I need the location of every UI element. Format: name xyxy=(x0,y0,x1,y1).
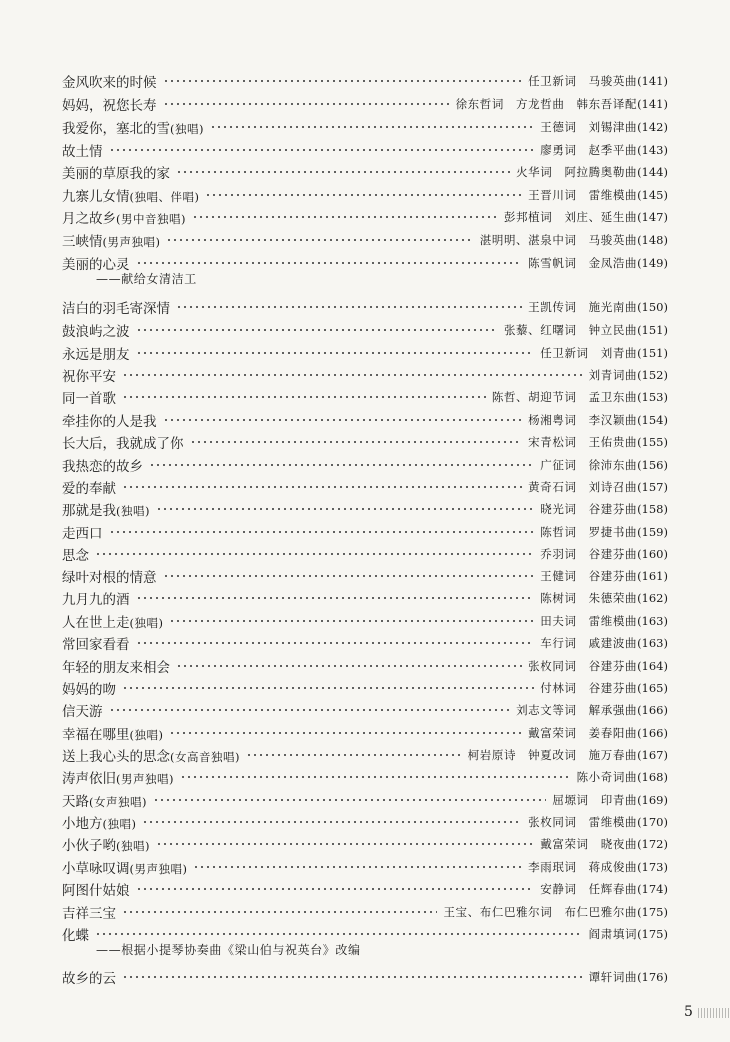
song-title-text: 吉祥三宝 xyxy=(62,906,116,922)
song-title xyxy=(62,678,116,698)
song-credits: 陈树词 朱德荣曲 xyxy=(540,591,638,605)
song-title-text: 常回家看看 xyxy=(62,637,130,653)
song-credits: 黄奇石词 刘诗召曲 xyxy=(528,480,638,494)
song-title-text: 美丽的心灵 xyxy=(62,257,130,273)
song-title-text: 阿图什姑娘 xyxy=(62,883,130,899)
song-title xyxy=(62,207,186,227)
page-ref: (157) xyxy=(637,480,668,494)
toc-entry xyxy=(62,139,668,161)
song-credits: 柯岩原诗 钟夏改词 施万春曲 xyxy=(467,748,638,762)
dot-leader xyxy=(109,531,535,533)
song-title-text: 我热恋的故乡 xyxy=(62,459,143,475)
performance-note: (女声独唱) xyxy=(89,795,147,809)
song-credits: 刘志文等词 解承强曲 xyxy=(516,703,638,717)
page-ref: (175) xyxy=(637,905,668,919)
song-title xyxy=(62,767,174,787)
toc-entry xyxy=(62,677,668,699)
dot-leader xyxy=(169,620,534,622)
song-credits: 王宝、布仁巴雅尔词 布仁巴雅尔曲 xyxy=(443,905,638,919)
song-title-text: 走西口 xyxy=(62,526,103,542)
page-ref: (160) xyxy=(637,547,668,561)
song-title-text: 天路 xyxy=(62,794,89,810)
song-title-text: 九寨儿女情 xyxy=(62,189,130,205)
toc-entry xyxy=(62,342,668,364)
song-credits: 安静词 任辉春曲 xyxy=(540,882,638,896)
page-ref: (141) xyxy=(637,74,668,88)
toc-entry xyxy=(62,789,668,811)
dot-leader xyxy=(95,933,583,935)
page-ref: (168) xyxy=(637,770,668,784)
song-credits: 刘青词曲 xyxy=(588,368,638,382)
song-title-text: 涛声依旧 xyxy=(62,771,116,787)
song-credits: 任卫新词 刘青曲 xyxy=(540,346,638,360)
dot-leader xyxy=(176,306,522,308)
page-ref: (156) xyxy=(637,458,668,472)
song-title xyxy=(62,230,160,250)
page-ref: (144) xyxy=(637,165,668,179)
song-title-text: 小伙子哟 xyxy=(62,838,116,854)
song-title-text: 祝你平安 xyxy=(62,369,116,385)
performance-note: (男声独唱) xyxy=(116,772,174,786)
page-ref: (148) xyxy=(637,233,668,247)
toc-entry xyxy=(62,833,668,855)
song-title xyxy=(62,812,136,832)
performance-note: (男中音独唱) xyxy=(116,212,186,226)
song-credits: 乔羽词 谷建芬曲 xyxy=(540,547,638,561)
dedication-note: ——根据小提琴协奏曲《梁山伯与祝英台》改编 xyxy=(96,943,361,957)
song-title-text: 故土情 xyxy=(62,144,103,160)
song-credits: 阎肃填词 xyxy=(588,927,638,941)
toc-entry xyxy=(62,161,668,183)
page-ref: (170) xyxy=(637,815,668,829)
song-title-text: 信天游 xyxy=(62,704,103,720)
page-ref: (169) xyxy=(637,793,668,807)
page-ref: (142) xyxy=(637,120,668,134)
song-credits: 宋青松词 王佑贵曲 xyxy=(528,435,638,449)
song-title xyxy=(62,723,163,743)
song-credits: 王晋川词 雷维模曲 xyxy=(528,188,638,202)
song-credits: 张枚同词 雷维模曲 xyxy=(528,815,638,829)
page-ref: (166) xyxy=(637,703,668,717)
song-title-text: 爱的奉献 xyxy=(62,481,116,497)
dot-leader xyxy=(122,976,583,978)
dot-leader xyxy=(169,732,522,734)
page-ref: (141) xyxy=(637,97,668,111)
song-credits: 李雨珉词 蒋成俊曲 xyxy=(528,860,638,874)
dot-leader xyxy=(192,216,498,218)
dot-leader xyxy=(156,843,534,845)
dot-leader xyxy=(163,575,535,577)
performance-note: (独唱) xyxy=(129,616,164,630)
page-ref: (152) xyxy=(637,368,668,382)
song-credits: 车行词 戚建波曲 xyxy=(540,636,638,650)
song-title-text: 同一首歌 xyxy=(62,391,116,407)
song-title xyxy=(62,522,103,542)
dot-leader xyxy=(136,888,535,890)
page-ref: (150) xyxy=(637,300,668,314)
song-credits: 张藜、红曙词 钟立民曲 xyxy=(503,323,638,337)
toc-entry xyxy=(62,632,668,654)
song-credits: 戴富荣词 姜春阳曲 xyxy=(528,726,638,740)
song-title xyxy=(62,343,130,363)
dot-leader xyxy=(136,262,523,264)
song-title xyxy=(62,566,157,586)
song-credits: 彭邦植词 刘庄、延生曲 xyxy=(503,210,638,224)
toc-entry xyxy=(62,364,668,386)
song-credits: 张枚同词 谷建芬曲 xyxy=(528,659,638,673)
page-ref: (162) xyxy=(637,591,668,605)
page-ref: (173) xyxy=(637,860,668,874)
toc-entry xyxy=(62,610,668,632)
dot-leader xyxy=(136,642,535,644)
page-ref: (158) xyxy=(637,502,668,516)
song-credits: 任卫新词 马骏英曲 xyxy=(528,74,638,88)
dot-leader xyxy=(109,149,535,151)
song-title xyxy=(62,544,89,564)
song-title-text: 长大后，我就成了你 xyxy=(62,436,184,452)
song-title-text: 月之故乡 xyxy=(62,211,116,227)
toc-entry xyxy=(62,476,668,498)
page-ref: (167) xyxy=(637,748,668,762)
dot-leader xyxy=(136,329,498,331)
dot-leader xyxy=(166,239,473,241)
dedication-note: ——献给女清洁工 xyxy=(96,272,197,286)
song-title xyxy=(62,94,157,114)
dot-leader xyxy=(190,441,523,443)
song-title-text: 那就是我 xyxy=(62,503,116,519)
song-credits: 廖勇词 赵季平曲 xyxy=(540,143,638,157)
dot-leader xyxy=(205,194,522,196)
song-credits: 屈塬词 印青曲 xyxy=(552,793,638,807)
song-credits: 广征词 徐沛东曲 xyxy=(540,458,638,472)
song-title-text: 美丽的草原我的家 xyxy=(62,166,170,182)
performance-note: (独唱) xyxy=(102,817,137,831)
toc-entry xyxy=(62,386,668,408)
toc-entry xyxy=(62,878,668,900)
dot-leader xyxy=(176,665,522,667)
song-title xyxy=(62,162,170,182)
dot-leader xyxy=(136,597,535,599)
page-ref: (147) xyxy=(637,210,668,224)
song-title-text: 洁白的羽毛寄深情 xyxy=(62,301,170,317)
dot-leader xyxy=(153,799,546,801)
dot-leader xyxy=(210,126,534,128)
dot-leader xyxy=(122,396,486,398)
song-title-text: 小地方 xyxy=(62,816,103,832)
song-title-text: 妈妈的吻 xyxy=(62,682,116,698)
song-credits: 晓光词 谷建芬曲 xyxy=(540,502,638,516)
page-ref: (153) xyxy=(637,390,668,404)
toc-entry xyxy=(62,206,668,228)
page-ref: (155) xyxy=(637,435,668,449)
toc-entry xyxy=(62,319,668,341)
page-ref: (174) xyxy=(637,882,668,896)
page-ref: (151) xyxy=(637,323,668,337)
dot-leader xyxy=(156,508,534,510)
performance-note: (独唱) xyxy=(129,728,164,742)
dot-leader xyxy=(142,821,522,823)
page-ref: (166) xyxy=(637,726,668,740)
song-title xyxy=(62,71,157,91)
song-title xyxy=(62,656,170,676)
toc-entry xyxy=(62,587,668,609)
dot-leader xyxy=(163,103,450,105)
toc-entry xyxy=(62,966,668,988)
song-credits: 王健词 谷建芬曲 xyxy=(540,569,638,583)
page-ref: (172) xyxy=(637,837,668,851)
toc-entry xyxy=(62,70,668,92)
song-credits: 陈哲、胡迎节词 孟卫东曲 xyxy=(491,390,638,404)
performance-note: (独唱) xyxy=(116,504,150,518)
song-title-text: 绿叶对根的情意 xyxy=(62,570,157,586)
performance-note: (独唱、伴唱) xyxy=(129,190,200,204)
toc-entry xyxy=(62,811,668,833)
page-ref: (145) xyxy=(637,188,668,202)
dot-leader xyxy=(122,911,437,913)
page-ref: (175) xyxy=(637,927,668,941)
song-title-text: 人在世上走 xyxy=(62,615,130,631)
dot-leader xyxy=(136,352,535,354)
song-title-text: 我爱你，塞北的雪 xyxy=(62,121,170,137)
song-title xyxy=(62,297,170,317)
song-title xyxy=(62,185,199,205)
page-ref: (151) xyxy=(637,346,668,360)
song-title xyxy=(62,700,103,720)
song-title xyxy=(62,365,116,385)
dot-leader xyxy=(246,754,462,756)
song-title xyxy=(62,967,116,987)
page-corner-ornament xyxy=(698,1008,730,1018)
page-ref: (176) xyxy=(637,970,668,984)
toc-entry xyxy=(62,521,668,543)
song-credits: 王德词 刘锡津曲 xyxy=(540,120,638,134)
toc-entry xyxy=(62,699,668,721)
song-title xyxy=(62,140,103,160)
song-title-text: 思念 xyxy=(62,548,89,564)
toc-entry xyxy=(62,856,668,878)
performance-note: (男声独唱) xyxy=(102,235,161,249)
song-title xyxy=(62,857,187,877)
dot-leader xyxy=(149,464,534,466)
performance-note: (女高音独唱) xyxy=(170,750,240,764)
toc-entry xyxy=(62,184,668,206)
page-ref: (163) xyxy=(637,614,668,628)
toc-entry xyxy=(62,498,668,520)
song-title xyxy=(62,455,143,475)
song-credits: 付林词 谷建芬曲 xyxy=(540,681,638,695)
song-title xyxy=(62,588,130,608)
dot-leader xyxy=(163,419,523,421)
song-title xyxy=(62,834,150,854)
toc-entry xyxy=(62,722,668,744)
toc-entry xyxy=(62,766,668,788)
song-title xyxy=(62,745,240,765)
song-title xyxy=(62,879,130,899)
song-credits: 湛明明、湛泉中词 马骏英曲 xyxy=(479,233,638,247)
song-title-text: 牵挂你的人是我 xyxy=(62,414,157,430)
song-title-text: 小草咏叹调 xyxy=(62,861,130,877)
song-credits: 火华词 阿拉腾奥勒曲 xyxy=(516,165,638,179)
song-title xyxy=(62,790,147,810)
page-ref: (149) xyxy=(637,256,668,270)
song-title xyxy=(62,410,157,430)
page-ref: (163) xyxy=(637,636,668,650)
toc-entry xyxy=(62,116,668,138)
song-credits: 陈雪帆词 金凤浩曲 xyxy=(528,256,638,270)
dot-leader xyxy=(122,374,583,376)
toc-entry xyxy=(62,409,668,431)
song-title-text: 故乡的云 xyxy=(62,971,116,987)
song-credits: 徐东哲词 方龙哲曲 韩东吾译配 xyxy=(455,97,638,111)
dot-leader xyxy=(122,486,522,488)
song-title-text: 鼓浪屿之波 xyxy=(62,324,130,340)
song-title-text: 三峡情 xyxy=(62,234,103,250)
dot-leader xyxy=(122,687,534,689)
page-ref: (159) xyxy=(637,525,668,539)
page-ref: (161) xyxy=(637,569,668,583)
toc-entry xyxy=(62,655,668,677)
song-title xyxy=(62,387,116,407)
song-title-text: 九月九的酒 xyxy=(62,592,130,608)
dot-leader xyxy=(193,866,522,868)
toc-entry xyxy=(62,93,668,115)
song-title xyxy=(62,924,89,944)
dot-leader xyxy=(176,171,510,173)
page-ref: (165) xyxy=(637,681,668,695)
song-title xyxy=(62,902,116,922)
song-title-text: 年轻的朋友来相会 xyxy=(62,660,170,676)
dot-leader xyxy=(109,709,511,711)
song-title xyxy=(62,320,130,340)
song-credits: 田夫词 雷维模曲 xyxy=(540,614,638,628)
page-ref: (154) xyxy=(637,413,668,427)
page-ref: (143) xyxy=(637,143,668,157)
page-ref: (164) xyxy=(637,659,668,673)
song-title-text: 金风吹来的时候 xyxy=(62,75,157,91)
song-title xyxy=(62,117,204,137)
song-credits: 王凯传词 施光南曲 xyxy=(528,300,638,314)
song-credits: 杨湘粤词 李汉颖曲 xyxy=(528,413,638,427)
song-title xyxy=(62,499,150,519)
performance-note: (男声独唱) xyxy=(129,862,188,876)
song-title-text: 幸福在哪里 xyxy=(62,727,130,743)
song-title-text: 化蝶 xyxy=(62,928,89,944)
song-title xyxy=(62,432,184,452)
toc-entry xyxy=(62,296,668,318)
song-credits: 陈哲词 罗捷书曲 xyxy=(540,525,638,539)
toc-entry xyxy=(62,543,668,565)
song-credits: 谭轩词曲 xyxy=(588,970,638,984)
toc-entry xyxy=(62,565,668,587)
song-title-text: 送上我心头的思念 xyxy=(62,749,170,765)
song-title xyxy=(62,611,163,631)
dot-leader xyxy=(163,80,523,82)
performance-note: (独唱) xyxy=(170,122,204,136)
song-title-text: 永远是朋友 xyxy=(62,347,130,363)
song-title-text: 妈妈，祝您长寿 xyxy=(62,98,157,114)
song-title xyxy=(62,633,130,653)
toc-entry xyxy=(62,901,668,923)
toc-entry xyxy=(62,454,668,476)
song-title xyxy=(62,477,116,497)
toc-entry xyxy=(62,744,668,766)
song-credits: 陈小奇词曲 xyxy=(576,770,638,784)
dot-leader xyxy=(180,776,571,778)
toc-entry xyxy=(62,229,668,251)
toc-entry xyxy=(62,431,668,453)
song-credits: 戴富荣词 晓夜曲 xyxy=(540,837,638,851)
page-number: 5 xyxy=(684,1004,693,1020)
dot-leader xyxy=(95,553,534,555)
performance-note: (独唱) xyxy=(116,839,150,853)
